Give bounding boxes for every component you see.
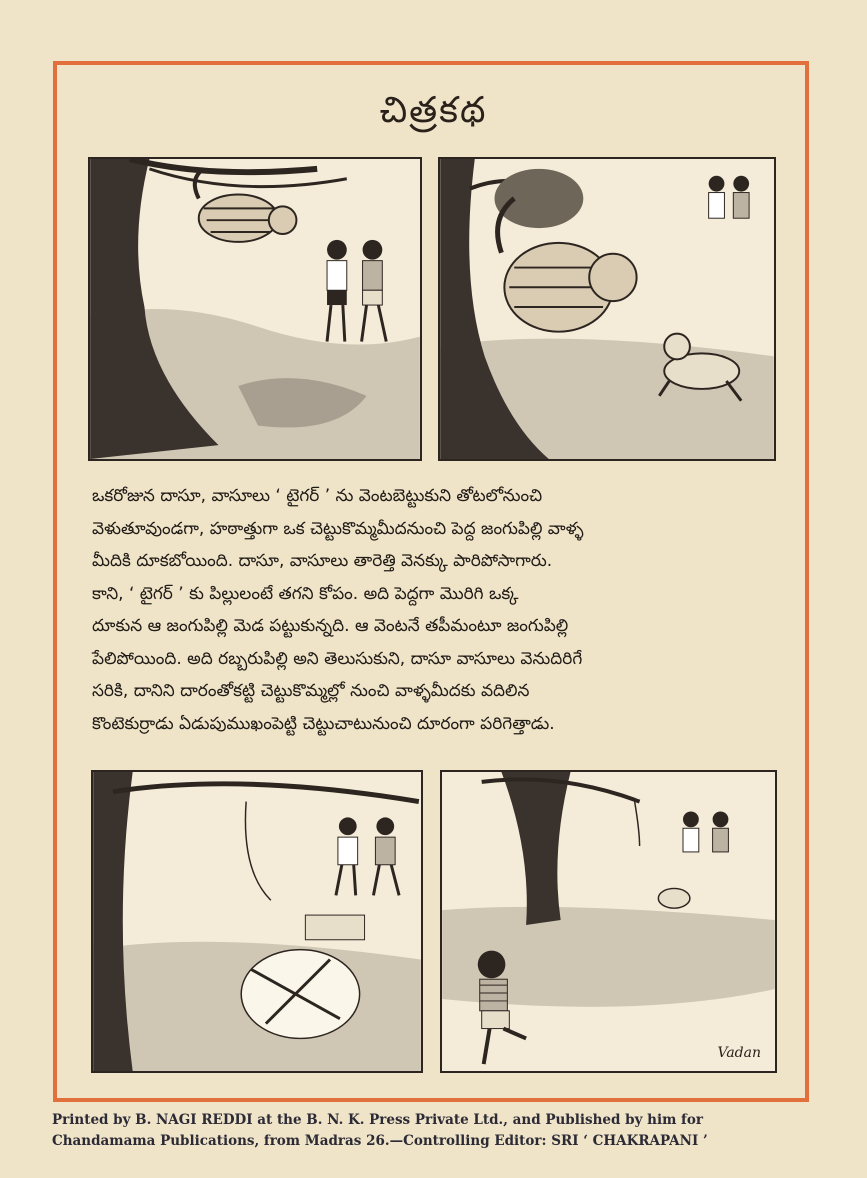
story-line: కొంటెకుర్రాడు ఏడుపుముఖంపెట్టి చెట్టుచాటునుంచి దూరంగా పరిగెత్తాడు. [92, 713, 555, 734]
footer-line: Printed by B. NAGI REDDI at the B. N. K. Press Private Ltd., and Published by him for [52, 1112, 703, 1128]
page-title: చిత్రకథ [379, 90, 488, 131]
story-line: సరికి, దానిని దారంతోకట్టి చెట్టుకొమ్మల్లో నుంచి వాళ్ళమీదకు వదిలిన [92, 681, 530, 701]
story-line: ఒకరోజున దాసూ, వాసూలు ‘ టైగర్ ’ ను వెంటబెట్టుకుని తోటలోనుంచి [92, 486, 543, 506]
story-line: వెళుతూవుండగా, హఠాత్తుగా ఒక చెట్టుకొమ్మమీదనుంచి పెద్ద జంగుపిల్లి వాళ్ళ [92, 518, 584, 539]
artist-signature: Vadan [717, 1045, 761, 1061]
panel-4-illustration [442, 772, 775, 1071]
comic-panel-4 [440, 770, 777, 1073]
printer-credit [52, 1110, 822, 1152]
story-line: దూకున ఆ జంగుపిల్లి మెడ పట్టుకున్నది. ఆ వెంటనే తపీమంటూ జంగుపిల్లి [92, 616, 569, 636]
panel-1-illustration [90, 159, 420, 459]
panel-2-illustration [440, 159, 774, 459]
story-line: కాని, ‘ టైగర్ ’ కు పిల్లులంటే తగని కోపం. అది పెద్దగా మొరిగి ఒక్క [92, 583, 519, 604]
comic-panel-3 [91, 770, 423, 1073]
story-text [92, 480, 778, 740]
footer-line: Chandamama Publications, from Madras 26.—Controlling Editor: SRI ‘ CHAKRAPANI ’ [52, 1133, 708, 1149]
comic-panel-2 [438, 157, 776, 461]
story-line: పేలిపోయింది. అది రబ్బరుపిల్లి అని తెలుసుకుని, దాసూ వాసూలు వెనుదిరిగే [92, 648, 583, 669]
panel-3-illustration [93, 772, 421, 1071]
dog-figure [658, 888, 690, 908]
story-line: మీదికి దూకబోయింది. దాసూ, వాసూలు తారెత్తి వెనక్కు పారిపోసాగారు. [92, 551, 553, 571]
comic-panel-1 [88, 157, 422, 461]
